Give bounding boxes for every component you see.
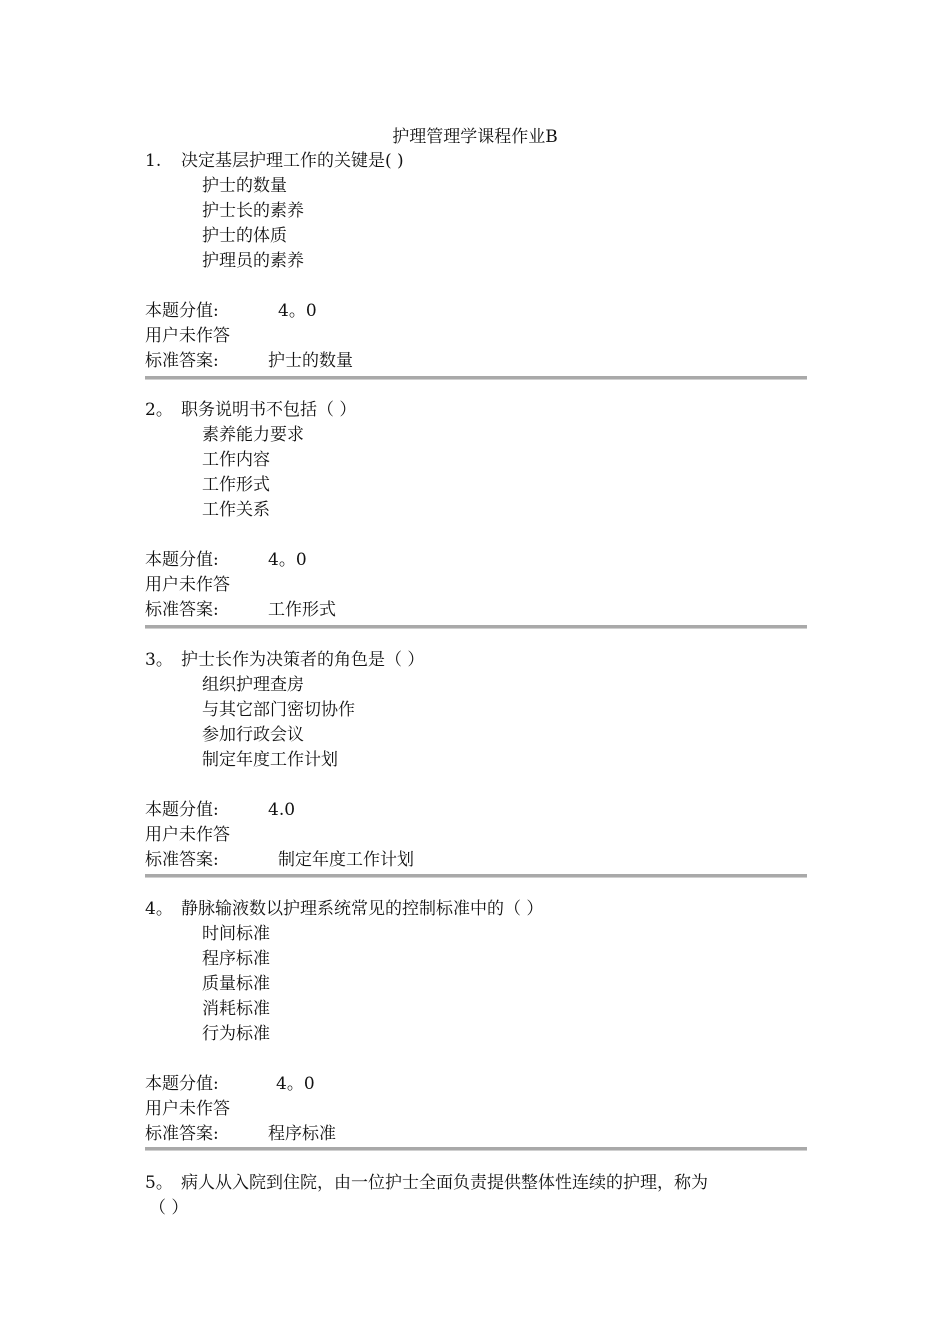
score-row	[145, 798, 807, 823]
options-list	[202, 174, 807, 274]
question-4	[145, 897, 807, 1147]
answer-row	[145, 349, 807, 374]
option: 工作内容	[202, 450, 270, 470]
question-text: 护士长作为决策者的角色是（ ）	[181, 650, 425, 670]
option: 工作形式	[202, 475, 270, 495]
divider	[145, 1147, 807, 1151]
option: 与其它部门密切协作	[202, 700, 355, 720]
option: 护理员的素养	[202, 251, 304, 271]
answer-value: 程序标准	[268, 1124, 336, 1144]
score-label: 本题分值:	[145, 800, 219, 820]
divider	[145, 625, 807, 629]
answer-status: 用户未作答	[145, 575, 230, 595]
answer-value: 护士的数量	[268, 351, 353, 371]
option: 工作关系	[202, 500, 270, 520]
answer-row	[145, 598, 807, 623]
option: 素养能力要求	[202, 425, 304, 445]
score-value: 4。0	[276, 1074, 315, 1094]
option: 护士的数量	[202, 176, 287, 196]
question-stem	[145, 1171, 807, 1196]
option: 行为标准	[202, 1024, 270, 1044]
answer-label: 标准答案:	[145, 850, 219, 870]
question-text: 静脉输液数以护理系统常见的控制标准中的（ ）	[181, 899, 544, 919]
score-value: 4.0	[268, 800, 296, 820]
question-text: 决定基层护理工作的关键是( )	[181, 151, 404, 171]
score-label: 本题分值:	[145, 550, 219, 570]
divider	[145, 874, 807, 878]
question-stem	[145, 398, 807, 423]
options-list	[202, 423, 807, 523]
answer-label: 标准答案:	[145, 600, 219, 620]
option: 护士长的素养	[202, 201, 304, 221]
score-label: 本题分值:	[145, 1074, 219, 1094]
question-text: 职务说明书不包括（ ）	[181, 400, 357, 420]
answer-status: 用户未作答	[145, 1099, 230, 1119]
question-stem	[145, 149, 807, 174]
score-row	[145, 299, 807, 324]
question-number: 3。	[145, 650, 173, 670]
score-label: 本题分值:	[145, 301, 219, 321]
option: 时间标准	[202, 924, 270, 944]
option: 组织护理查房	[202, 675, 304, 695]
question-number: 1.	[145, 151, 162, 171]
answer-row	[145, 848, 807, 873]
document-title: 护理管理学课程作业B	[392, 127, 558, 147]
options-list	[202, 922, 807, 1047]
answer-value: 工作形式	[268, 600, 336, 620]
answer-value: 制定年度工作计划	[278, 850, 414, 870]
answer-row	[145, 1122, 807, 1147]
score-row	[145, 1072, 807, 1097]
answer-status: 用户未作答	[145, 825, 230, 845]
question-2	[145, 398, 807, 623]
option: 质量标准	[202, 974, 270, 994]
option: 程序标准	[202, 949, 270, 969]
answer-label: 标准答案:	[145, 351, 219, 371]
score-value: 4。0	[278, 301, 317, 321]
option: 制定年度工作计划	[202, 750, 338, 770]
question-number: 5。	[145, 1173, 173, 1193]
question-stem	[145, 897, 807, 922]
score-row	[145, 548, 807, 573]
question-number: 2。	[145, 400, 173, 420]
score-value: 4。0	[268, 550, 307, 570]
question-text: 病人从入院到住院，由一位护士全面负责提供整体性连续的护理，称为	[181, 1173, 708, 1193]
option: 消耗标准	[202, 999, 270, 1019]
answer-status: 用户未作答	[145, 326, 230, 346]
option: 护士的体质	[202, 226, 287, 246]
options-list	[202, 673, 807, 773]
divider	[145, 376, 807, 380]
question-1	[145, 149, 807, 374]
question-text-continued: （ ）	[149, 1198, 189, 1218]
option: 参加行政会议	[202, 725, 304, 745]
answer-label: 标准答案:	[145, 1124, 219, 1144]
question-3	[145, 648, 807, 873]
question-number: 4。	[145, 899, 173, 919]
question-stem	[145, 648, 807, 673]
question-5	[145, 1171, 807, 1221]
